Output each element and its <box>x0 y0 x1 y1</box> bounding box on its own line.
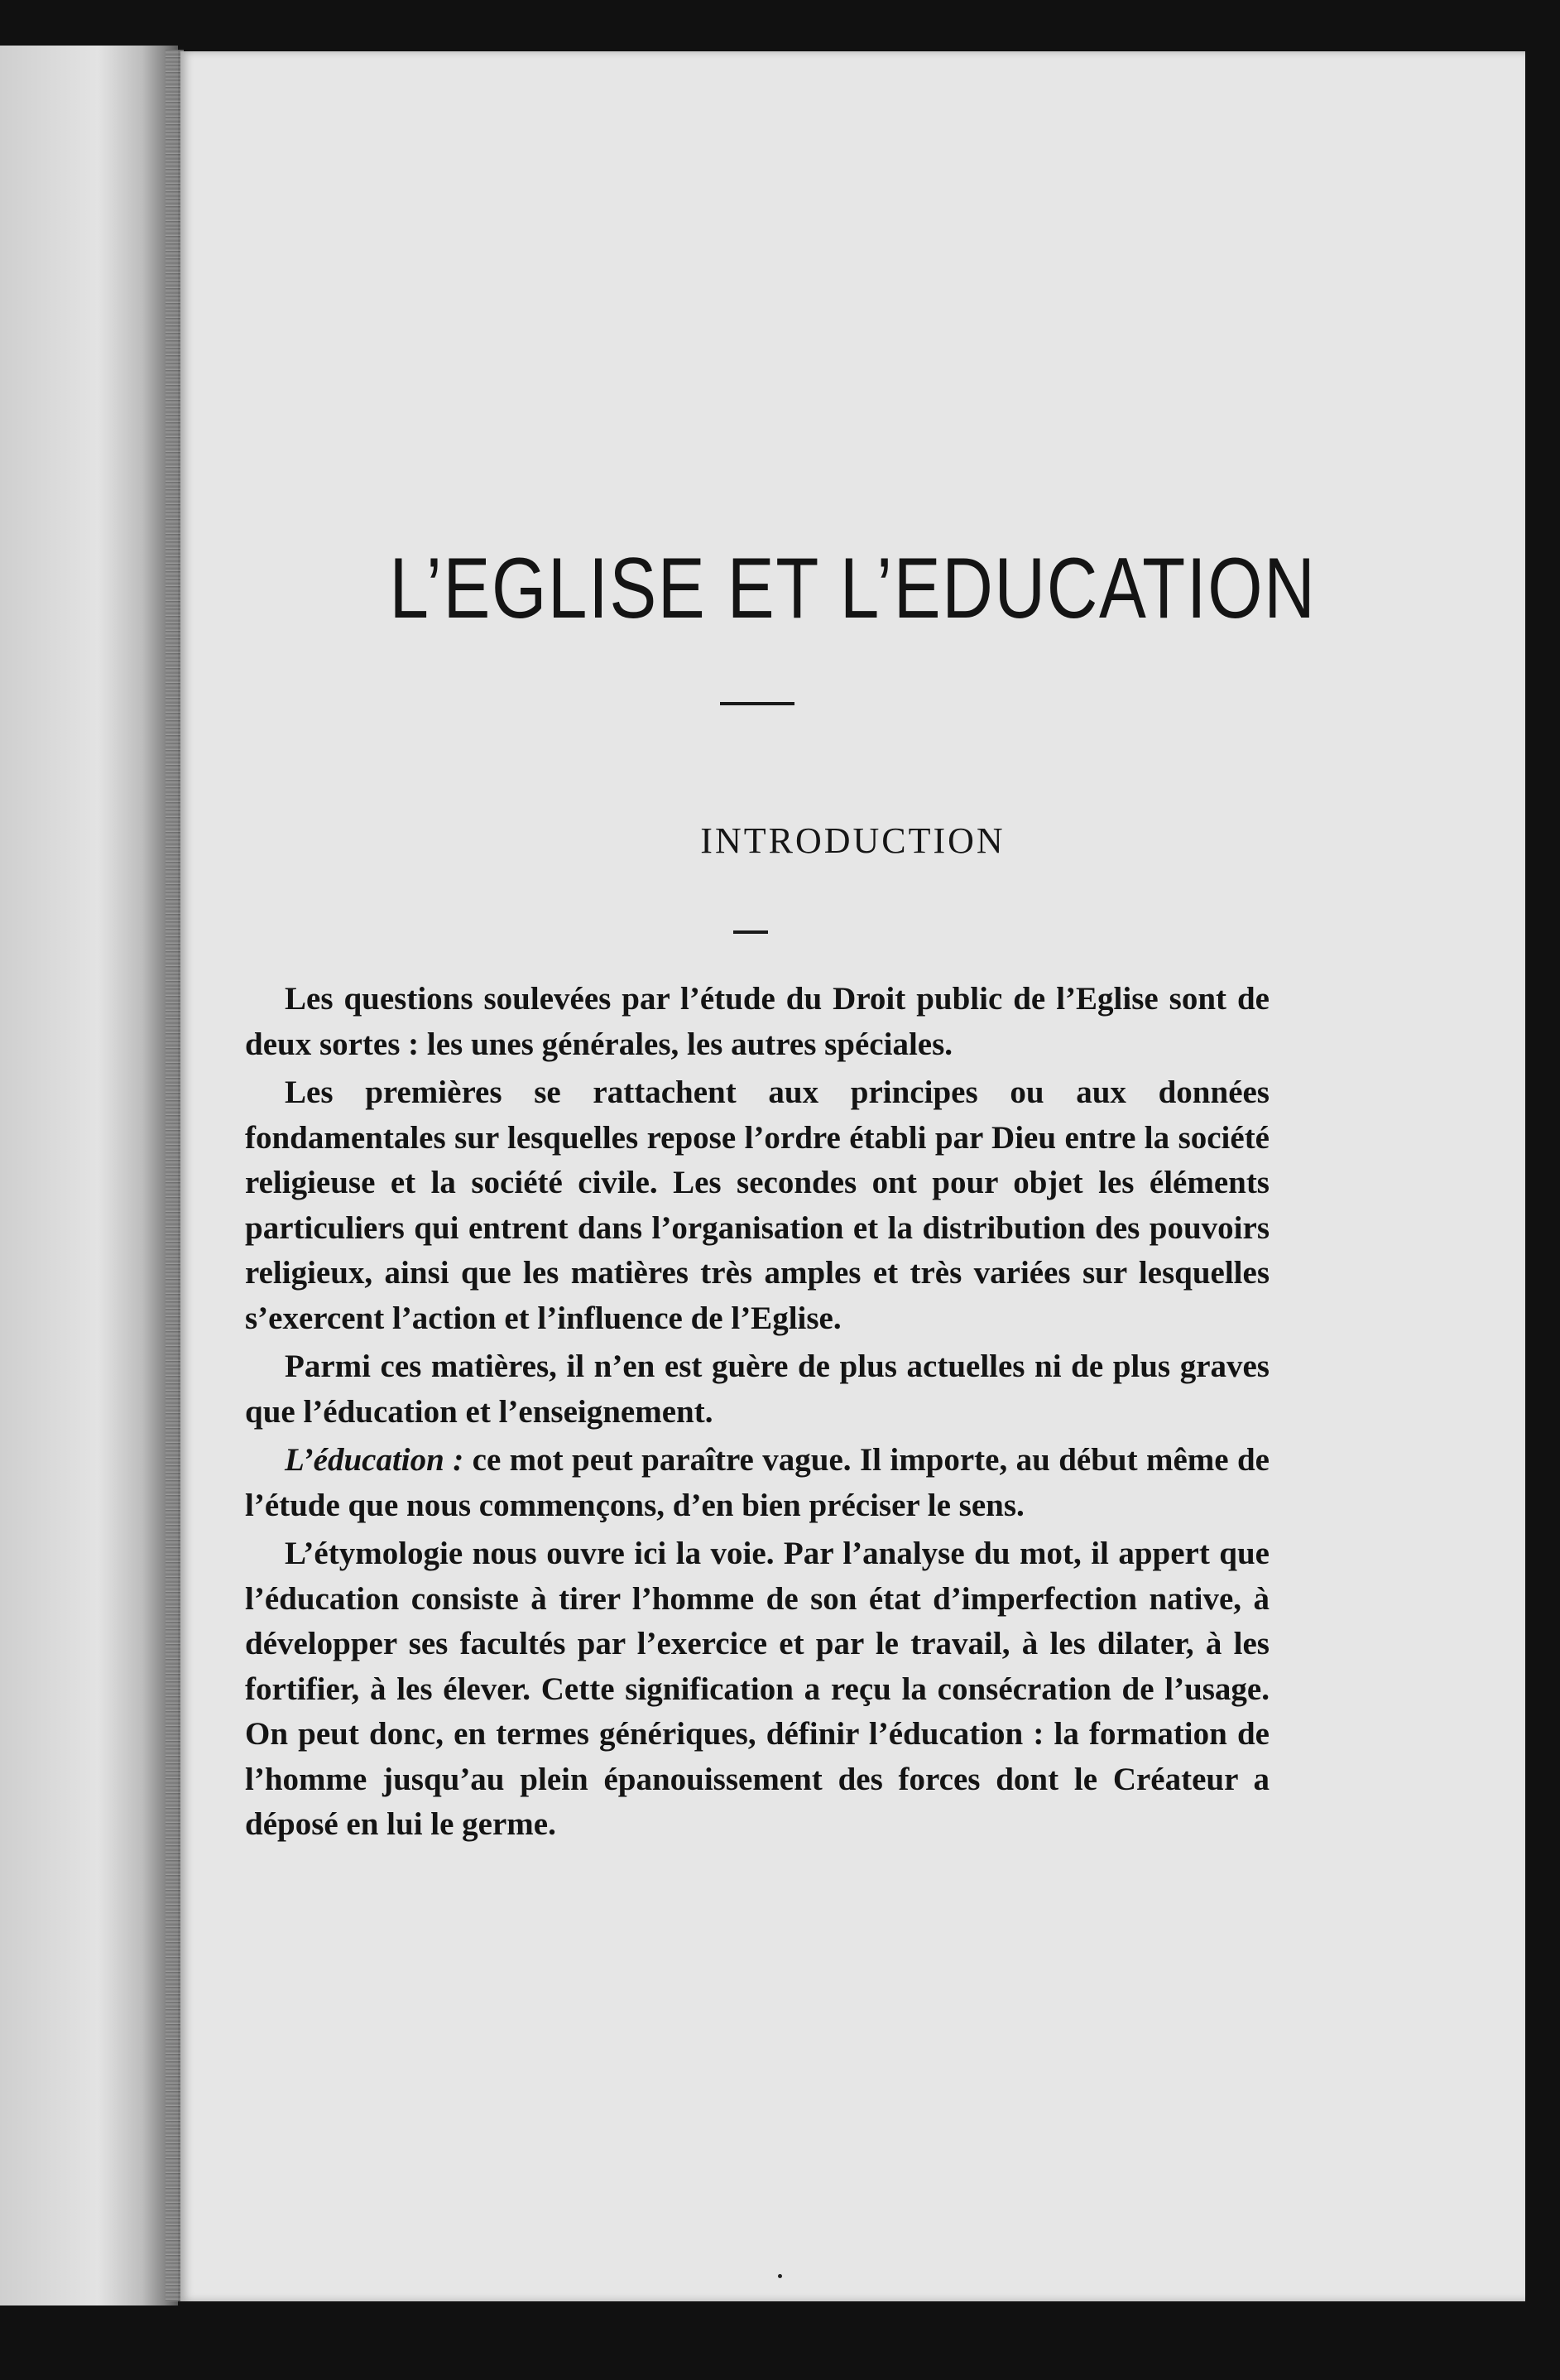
paragraph <box>245 1438 1270 1528</box>
page-title: L’EGLISE ET L’EDUCATION <box>389 541 1317 637</box>
italic-term: L’éducation : <box>285 1442 464 1478</box>
paragraph-fragment: Il importe, au début même de l’étude que nous commençons, d’en bien préciser le sens. <box>245 1442 1270 1523</box>
body-text <box>245 977 1270 1851</box>
paragraph-fragment: ce mot peut paraître vague. <box>463 1442 860 1478</box>
paragraph: Les premières se rattachent aux principes ou aux données fondamentales sur lesquelles repose l’ordre établi par Dieu entre la société religieuse et la société civile. Les secondes ont pour objet les éléments particuliers qui entrent dans l’organisation et la distribution des pouvoirs religieux, ainsi que les matières très amples et très variées sur lesquelles s’exercent l’action et l’influence de l’Eglise. <box>245 1075 1270 1336</box>
left-page-edge <box>0 46 178 2305</box>
paragraph: L’étymologie nous ouvre ici la voie. Par l’analyse du mot, il appert que l’éducation consiste à tirer l’homme de son état d’imperfection native, à développer ses facultés par l’exercice et par le travail, à les dilater, à les fortifier, à les élever. Cette signification a reçu la consécration de l’usage. On peut donc, en termes génériques, définir l’éducation : la formation de l’homme jusqu’au plein épanouissement des forces dont le Créateur a déposé en lui le germe. <box>245 1536 1270 1842</box>
page-speck <box>778 2274 782 2278</box>
book-page <box>180 51 1525 2301</box>
paragraph: Parmi ces matières, il n’en est guère de plus actuelles ni de plus graves que l’éducation et l’enseignement. <box>245 1349 1270 1430</box>
heading-divider <box>733 930 768 934</box>
paragraph: Les questions soulevées par l’étude du Droit public de l’Eglise sont de deux sortes : les unes générales, les autres spéciales. <box>245 981 1270 1062</box>
section-heading: INTRODUCTION <box>700 820 1006 861</box>
title-divider <box>720 702 794 705</box>
